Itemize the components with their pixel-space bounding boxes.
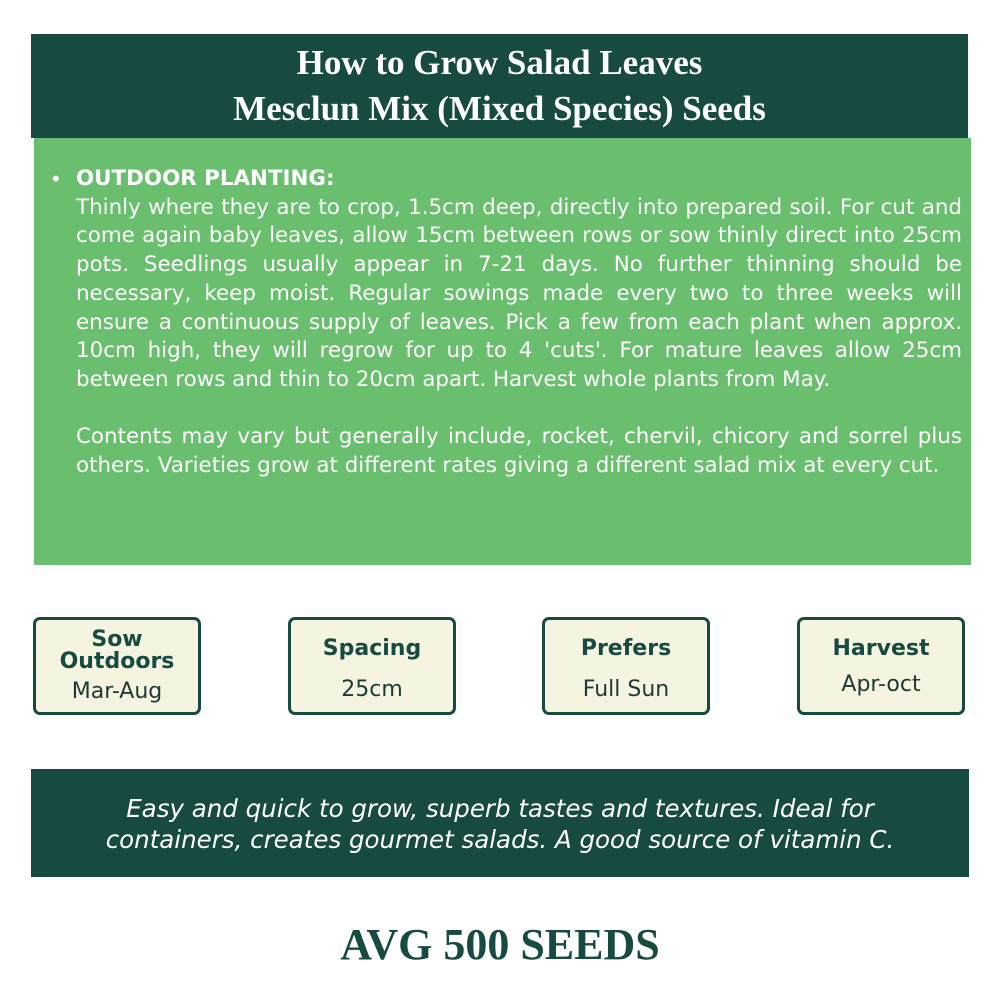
- tagline-line-1: Easy and quick to grow, superb tastes and textures. Ideal for: [126, 794, 874, 823]
- header-banner: [31, 34, 968, 138]
- instructions-paragraph-1: Thinly where they are to crop, 1.5cm deep, directly into prepared soil. For cut and come again baby leaves, allow 15cm between rows or sow thinly direct into 25cm pots. Seedlings usually appear in 7-21 days. No further thinning should be necessary, keep moist. Regular sowings made every two to three weeks will ensure a continuous supply of leaves. Pick a few from each plant when approx. 10cm high, they will regrow for up to 4 'cuts'. For mature leaves allow 25cm between rows and thin to 20cm apart. Harvest whole plants from May.: [76, 194, 962, 392]
- tagline-line-2: containers, creates gourmet salads. A good source of vitamin C.: [105, 825, 895, 854]
- info-box-label: Outdoors: [59, 649, 175, 674]
- info-box-value: Mar-Aug: [71, 679, 163, 704]
- header-subtitle: Mesclun Mix (Mixed Species) Seeds: [233, 89, 766, 128]
- instructions-panel: [34, 138, 971, 565]
- info-box-value: 25cm: [341, 677, 403, 702]
- info-box-spacing: [288, 617, 456, 715]
- info-box-prefers: [542, 617, 710, 715]
- info-box-label: Spacing: [322, 636, 422, 661]
- header-title: How to Grow Salad Leaves: [296, 43, 703, 82]
- instructions-paragraph-2: Contents may vary but generally include, rocket, chervil, chicory and sorrel plus others. Varieties grow at different rates giving a different salad mix at every cut.: [76, 424, 962, 479]
- info-box-sow: [33, 617, 201, 715]
- bullet-icon: •: [50, 167, 62, 191]
- instructions-heading: OUTDOOR PLANTING:: [76, 166, 335, 191]
- tagline-banner: [31, 769, 969, 877]
- info-box-harvest: [797, 617, 965, 715]
- info-box-value: Apr-oct: [841, 672, 921, 697]
- info-box-label: Sow: [91, 627, 143, 652]
- seed-count: AVG 500 SEEDS: [340, 920, 660, 969]
- info-box-value: Full Sun: [582, 677, 670, 702]
- info-box-label: Harvest: [832, 636, 930, 661]
- info-box-label: Prefers: [580, 636, 672, 661]
